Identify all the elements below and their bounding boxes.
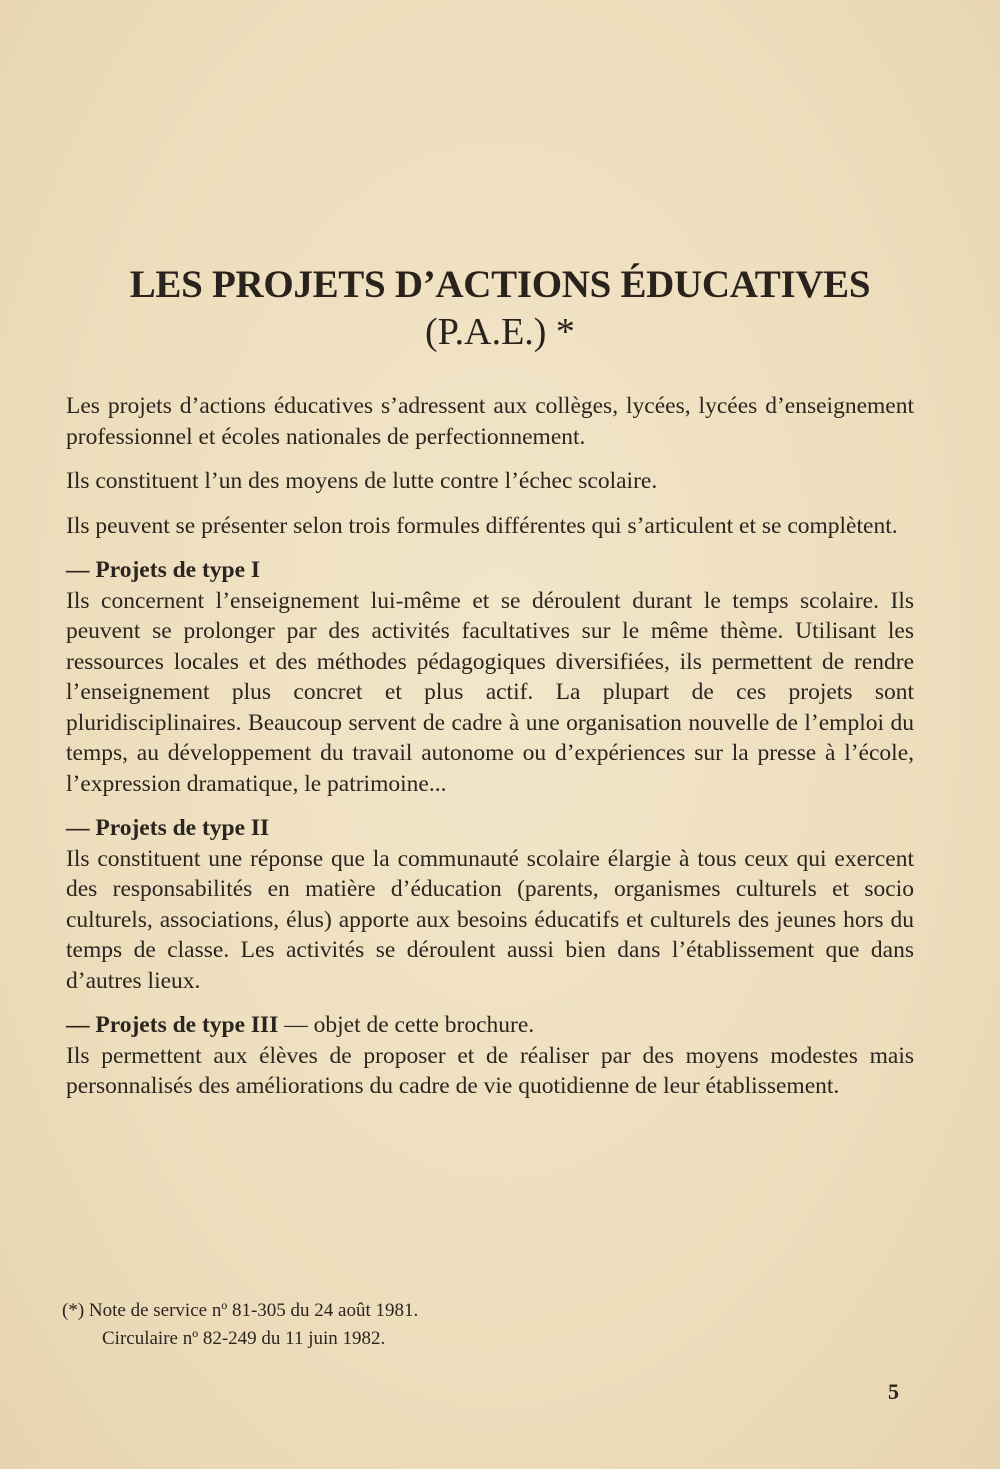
section-type-3 [66, 1010, 914, 1102]
footnote-line: (*) Note de service nº 81-305 du 24 août 1981. [62, 1300, 419, 1321]
page-subtitle: (P.A.E.) * [425, 311, 575, 353]
section-text: Ils concernent l’enseignement lui-même et se déroulent durant le temps scolaire. Ils peuvent se prolonger par des activités facultatives sur le même thème. Utilisant les ressources locales et des méthodes pédagogiques diversifiées, ils permettent de rendre l’enseignement plus concret et plus actif. La plupart de ces projets sont pluridisciplinaires. Beaucoup servent de cadre à une organisation nouvelle de l’emploi du temps, au développement du travail autonome ou d’expériences sur la presse à l’école, l’expression dramatique, le patrimoine... [66, 587, 914, 797]
footnote-line: Circulaire nº 82-249 du 11 juin 1982. [102, 1328, 386, 1349]
intro-paragraph: Les projets d’actions éducatives s’adressent aux collèges, lycées, lycées d’enseignement professionnel et écoles nationales de perfectionnement. [66, 393, 914, 450]
section-type-2 [66, 813, 914, 996]
section-heading: — Projets de type II [66, 815, 270, 841]
section-text: Ils constituent une réponse que la communauté scolaire élargie à tous ceux qui exercent des responsabilités en matière d’éducation (parents, organismes culturels et socio culturels, associations, élus) apporte aux besoins éducatifs et culturels des jeunes hors du temps de classe. Les activités se déroulent aussi bien dans l’établissement que dans d’autres lieux. [66, 845, 914, 994]
section-heading-suffix: — objet de cette brochure. [278, 1012, 535, 1038]
section-heading: — Projets de type III [66, 1012, 279, 1038]
section-type-1 [66, 555, 914, 799]
main-content [66, 391, 914, 1116]
intro-paragraph: Ils constituent l’un des moyens de lutte contre l’échec scolaire. [66, 468, 658, 494]
page-number: 5 [888, 1379, 899, 1404]
section-text: Ils permettent aux élèves de proposer et de réaliser par des moyens modestes mais personnalisés des améliorations du cadre de vie quotidienne de leur établissement. [66, 1042, 914, 1099]
intro-paragraph: Ils peuvent se présenter selon trois formules différentes qui s’articulent et se complètent. [66, 512, 898, 539]
footnote [62, 1297, 418, 1353]
section-heading: — Projets de type I [66, 557, 261, 583]
section-heading-line [66, 1010, 914, 1041]
page-title: LES PROJETS D’ACTIONS ÉDUCATIVES [129, 263, 871, 306]
